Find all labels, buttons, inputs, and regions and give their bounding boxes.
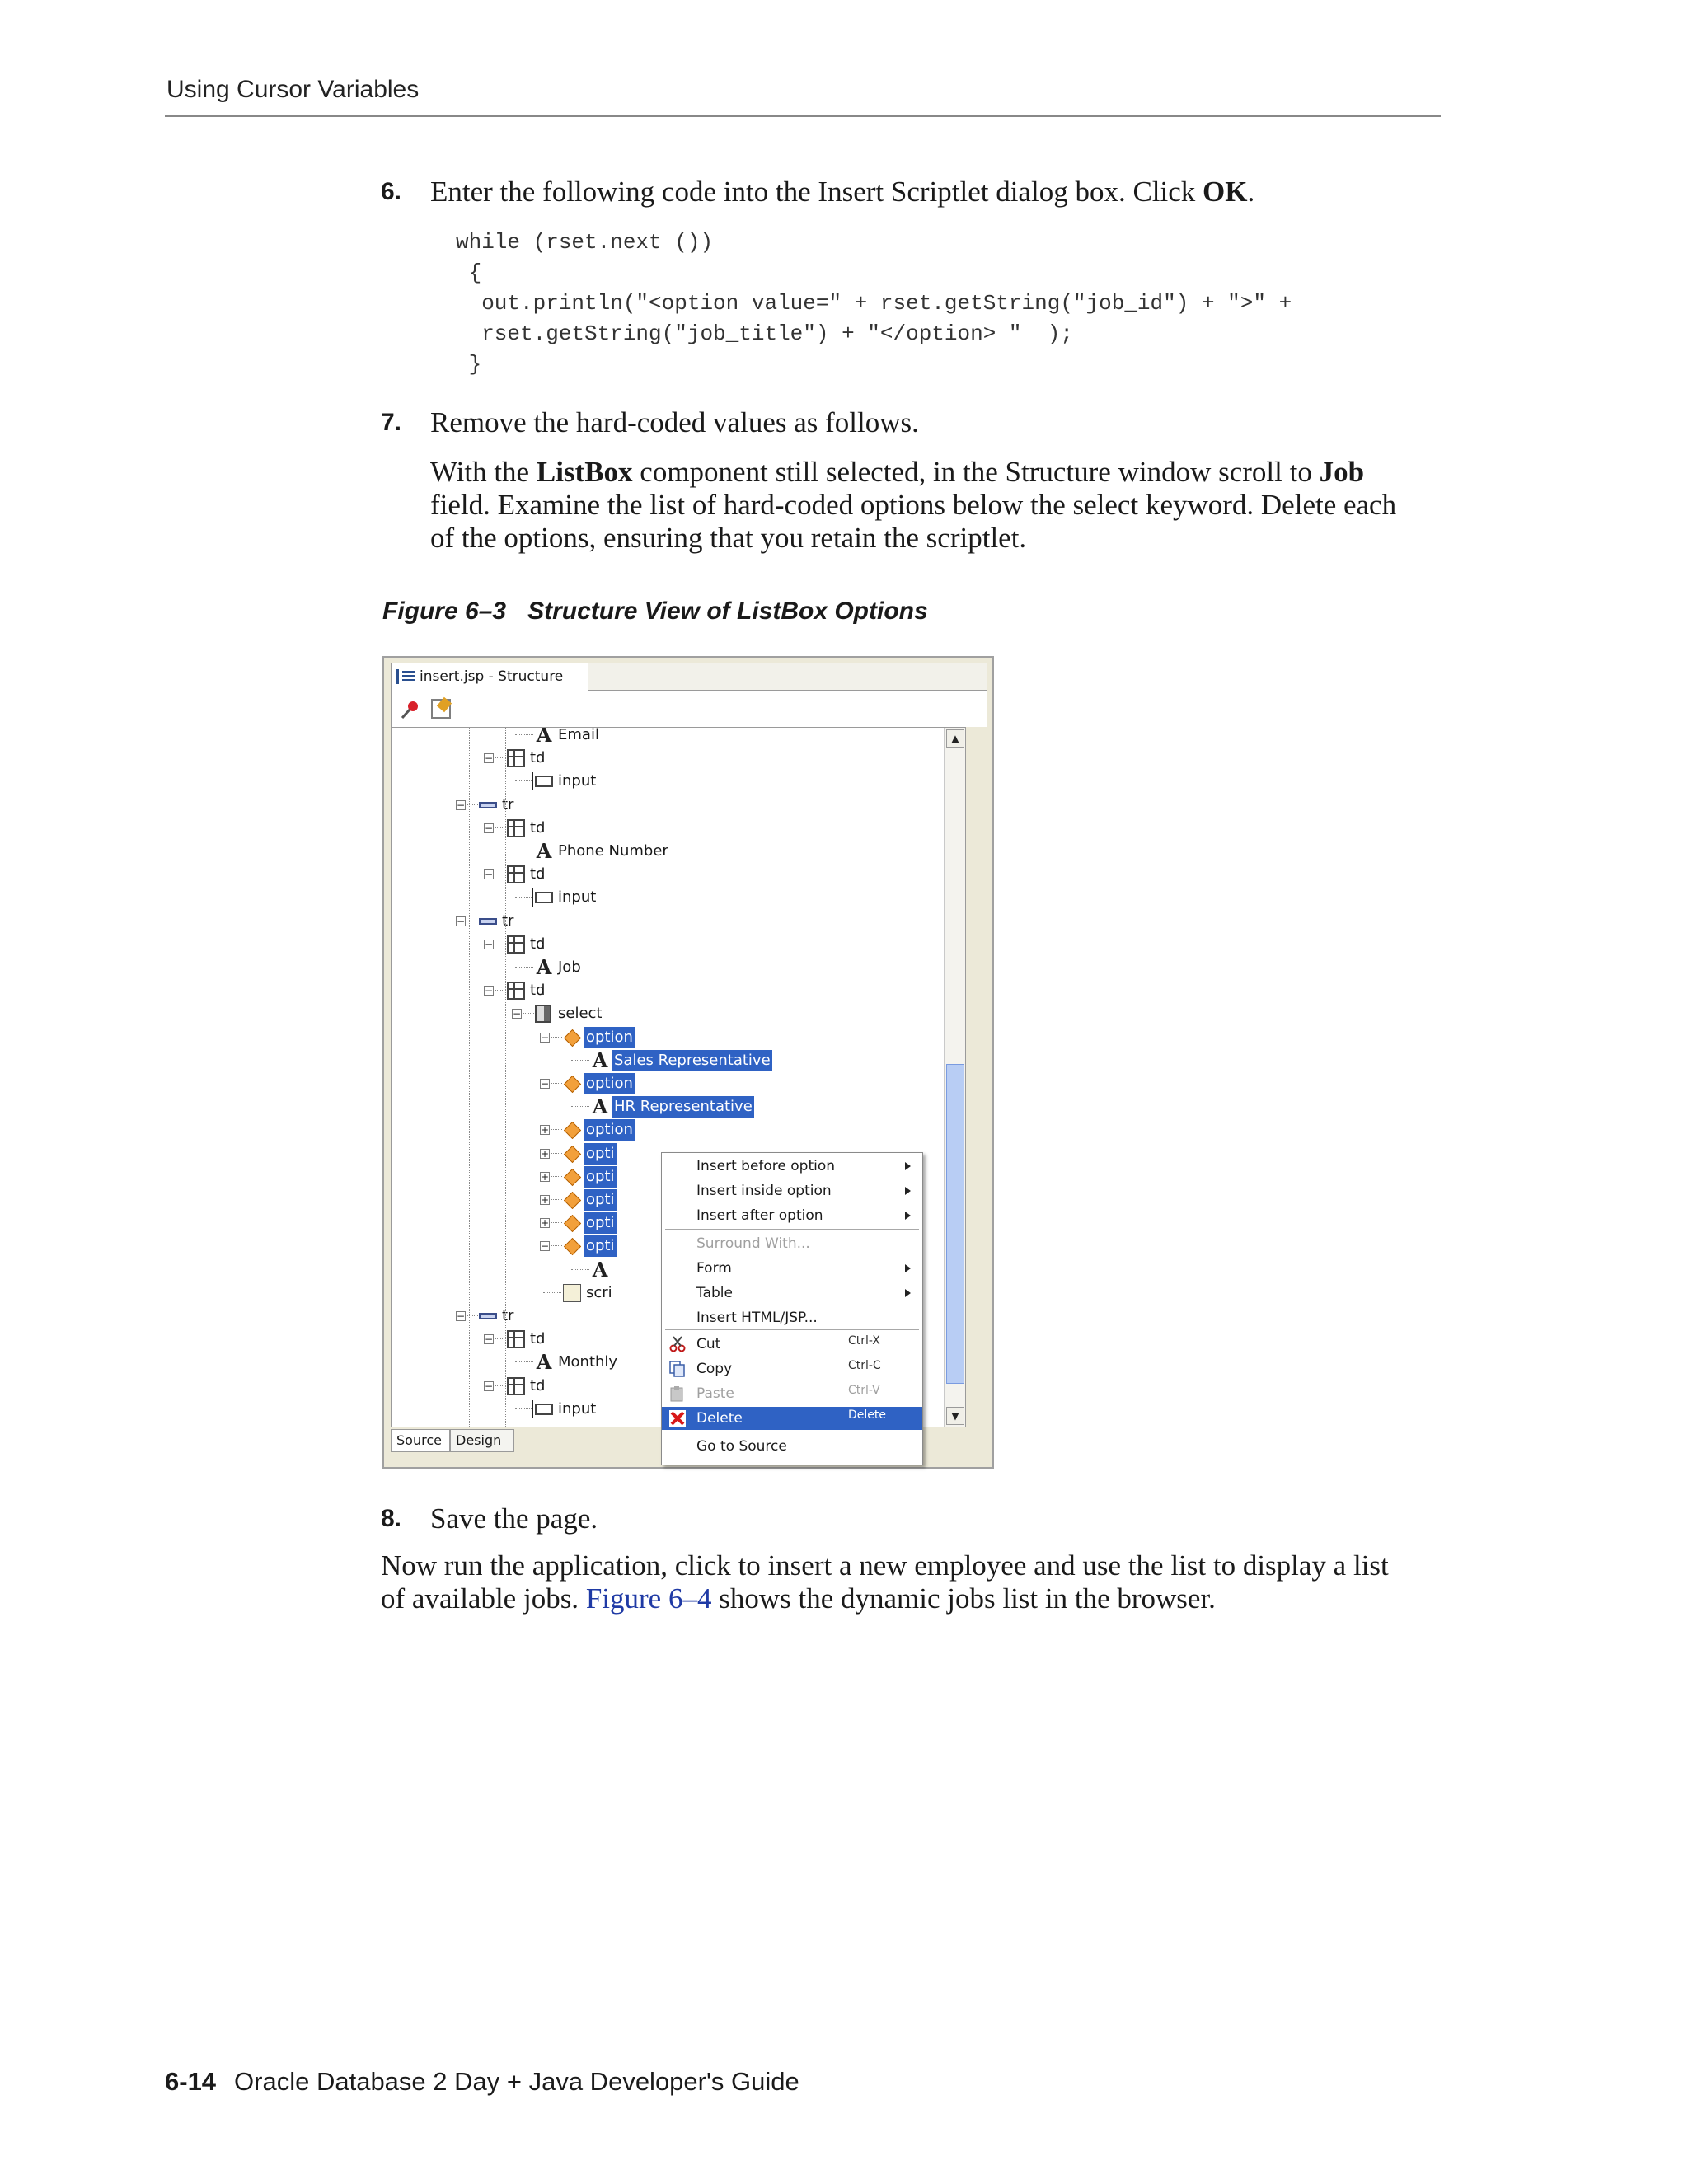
menu-item-go-to-source[interactable]: [662, 1435, 922, 1458]
submenu-arrow-icon: [905, 1264, 911, 1272]
tree-connector: [515, 734, 533, 735]
step-text-part: Enter the following code into the Insert Scriptlet dialog box. Click: [430, 176, 1203, 208]
collapse-icon[interactable]: −: [457, 915, 466, 927]
tree-connector: [495, 1338, 506, 1339]
select-list-icon: [535, 1005, 551, 1023]
tree-node-label: input: [558, 1399, 597, 1418]
tree-connector: [551, 1176, 562, 1177]
collapse-icon[interactable]: −: [541, 1240, 550, 1253]
figure-6-4-link[interactable]: Figure 6–4: [585, 1582, 712, 1615]
menu-item-label: Surround With...: [696, 1235, 810, 1252]
code-block: while (rset.next ()) { out.println("<option value=" + rset.getString("job_id") + ">" + rset.getString("job_title") + "</option> " ); }: [456, 230, 1292, 377]
tree-connector: [571, 1060, 589, 1061]
expand-icon[interactable]: +: [541, 1170, 550, 1183]
expand-icon[interactable]: +: [541, 1194, 550, 1206]
step-number: 8.: [381, 1505, 402, 1532]
step-number: 7.: [381, 409, 402, 436]
expand-icon[interactable]: +: [541, 1217, 550, 1230]
submenu-arrow-icon: [905, 1212, 911, 1220]
collapse-icon[interactable]: −: [541, 1078, 550, 1090]
collapse-icon[interactable]: −: [485, 985, 494, 997]
running-header: Using Cursor Variables: [166, 76, 420, 103]
tree-connector: [523, 1013, 534, 1014]
tree-node-label: opti: [584, 1235, 617, 1257]
option-diamond-icon: [563, 1121, 579, 1137]
text-a-icon: A: [536, 839, 552, 863]
collapse-icon[interactable]: −: [457, 799, 466, 811]
collapse-icon[interactable]: −: [485, 1380, 494, 1392]
scriptlet-icon: [563, 1284, 581, 1302]
expand-icon[interactable]: +: [541, 1147, 550, 1160]
submenu-arrow-icon: [905, 1162, 911, 1170]
tree-node-label: Email: [558, 727, 599, 743]
tree-connector: [515, 780, 533, 781]
tab-source[interactable]: Source: [391, 1429, 450, 1452]
closing-paragraph: [381, 1549, 1419, 1615]
menu-item-form[interactable]: [662, 1257, 922, 1280]
menu-separator: [665, 1329, 919, 1330]
tree-connector: [495, 827, 506, 828]
menu-item-label: Copy: [696, 1361, 733, 1377]
tree-node-label: td: [530, 818, 546, 837]
tree-node-label: select: [558, 1005, 603, 1023]
table-row-icon: [479, 1313, 497, 1319]
text-a-icon: A: [592, 1257, 608, 1282]
tree-node-label: opti: [584, 1212, 617, 1234]
menu-item-label: Table: [696, 1285, 733, 1301]
input-field-icon: [535, 776, 553, 787]
tree-node-label: HR Representative: [612, 1096, 754, 1118]
closing-text: shows the dynamic jobs list in the browser.: [711, 1582, 1216, 1615]
table-cell-icon: [507, 1377, 525, 1395]
table-row-icon: [479, 918, 497, 925]
tree-node-label: Job: [558, 958, 581, 976]
scroll-down-icon[interactable]: ▼: [946, 1407, 964, 1425]
tree-node-label: scri: [586, 1283, 612, 1301]
step-number: 6.: [381, 178, 402, 205]
menu-item-label: Insert HTML/JSP...: [696, 1310, 818, 1326]
table-cell-icon: [507, 982, 525, 1000]
ok-bold: OK: [1203, 176, 1248, 208]
tree-node-label: option: [584, 1119, 635, 1141]
vertical-scrollbar[interactable]: [944, 728, 965, 1427]
page-footer: [165, 2067, 799, 2097]
tree-node-label: option: [584, 1027, 635, 1048]
menu-item-label: Insert inside option: [696, 1183, 832, 1199]
menu-item-insert-before-option[interactable]: [662, 1155, 922, 1178]
para-bold: ListBox: [536, 456, 633, 488]
delete-x-icon: [668, 1410, 687, 1427]
collapse-icon[interactable]: −: [485, 822, 494, 834]
menu-item-insert-html-jsp[interactable]: [662, 1306, 922, 1329]
text-a-icon: A: [536, 1350, 552, 1375]
tab-strip: [588, 663, 987, 691]
tree-guide-line: [505, 728, 506, 1427]
menu-item-label: Insert after option: [696, 1207, 823, 1224]
text-a-icon: A: [592, 1094, 608, 1119]
structure-toolbar: [391, 691, 987, 727]
page-number: 6-14: [165, 2067, 217, 2096]
menu-item-table[interactable]: [662, 1282, 922, 1305]
menu-item-paste[interactable]: [662, 1382, 922, 1405]
tree-node-label: opti: [584, 1143, 617, 1165]
text-a-icon: A: [536, 955, 552, 979]
tree-node-label: option: [584, 1073, 635, 1094]
menu-item-label: Insert before option: [696, 1158, 836, 1174]
option-diamond-icon: [563, 1145, 579, 1161]
shortcut-label: Delete: [848, 1408, 886, 1422]
menu-item-insert-after-option[interactable]: [662, 1204, 922, 1227]
tree-node-label: opti: [584, 1189, 617, 1211]
step-text: Remove the hard-coded values as follows.: [430, 406, 919, 438]
paste-icon: [668, 1385, 687, 1402]
input-field-icon: [535, 892, 553, 903]
tree-guide-line: [469, 728, 470, 1427]
tree-connector: [543, 1292, 561, 1293]
collapse-icon[interactable]: −: [513, 1008, 522, 1020]
tree-node-label: td: [530, 865, 546, 883]
scissors-icon: [668, 1336, 687, 1352]
expand-icon[interactable]: +: [541, 1124, 550, 1137]
scroll-thumb[interactable]: [946, 1064, 964, 1384]
tree-connector: [551, 1037, 562, 1038]
collapse-icon[interactable]: −: [541, 1031, 550, 1043]
menu-item-cut[interactable]: [662, 1333, 922, 1356]
book-title: Oracle Database 2 Day + Java Developer's Guide: [234, 2067, 799, 2096]
text-a-icon: A: [536, 727, 552, 747]
tree-connector: [551, 1083, 562, 1084]
tree-connector: [515, 967, 533, 968]
tree-connector: [495, 1385, 506, 1386]
option-diamond-icon: [563, 1075, 579, 1091]
tree-node-label: input: [558, 772, 597, 790]
option-diamond-icon: [563, 1029, 579, 1045]
tree-connector: [495, 757, 506, 758]
para-bold: Job: [1319, 456, 1365, 488]
collapse-icon[interactable]: −: [457, 1310, 466, 1322]
tree-node-label: tr: [502, 912, 514, 930]
scroll-up-icon[interactable]: ▲: [946, 729, 964, 748]
step-text-end: .: [1247, 176, 1255, 208]
tree-node-label: tr: [502, 1307, 514, 1324]
pin-icon[interactable]: [400, 699, 421, 720]
edit-icon[interactable]: [431, 699, 451, 719]
tree-connector: [551, 1245, 562, 1246]
step-7-paragraph: [430, 456, 1419, 555]
tree-connector: [571, 1269, 589, 1270]
collapse-icon[interactable]: −: [485, 938, 494, 950]
tree-connector: [571, 1106, 589, 1107]
tree-node-label: td: [530, 1330, 546, 1348]
window-tab-label: insert.jsp - Structure: [420, 668, 564, 685]
menu-item-delete[interactable]: [662, 1407, 922, 1430]
menu-item-label: Cut: [696, 1336, 721, 1352]
tree-connector: [551, 1199, 562, 1200]
menu-item-label: Go to Source: [696, 1438, 787, 1455]
figure-label: Figure 6–3: [382, 598, 507, 625]
step-text: Save the page.: [430, 1502, 598, 1535]
option-diamond-icon: [563, 1214, 579, 1230]
figure-caption: [382, 598, 928, 626]
shortcut-label: Ctrl-C: [848, 1359, 881, 1372]
table-cell-icon: [507, 1330, 525, 1348]
menu-item-insert-inside-option[interactable]: [662, 1179, 922, 1202]
text-a-icon: A: [592, 1047, 608, 1072]
tree-connector: [495, 990, 506, 991]
tree-node-label: td: [530, 935, 546, 953]
tree-connector: [515, 1361, 533, 1362]
option-diamond-icon: [563, 1237, 579, 1254]
tree-node-label: td: [530, 982, 546, 1000]
option-diamond-icon: [563, 1168, 579, 1184]
collapse-icon[interactable]: −: [485, 869, 494, 881]
closing-text: Now run the application, click to insert a new employee and use the list to display a list of available jobs.: [381, 1549, 1389, 1615]
submenu-arrow-icon: [905, 1289, 911, 1297]
tree-node-label: tr: [502, 795, 514, 813]
step-text: [430, 175, 1419, 209]
shortcut-label: Ctrl-V: [848, 1384, 880, 1397]
header-rule: [165, 115, 1441, 117]
para-part: component still selected, in the Structure window scroll to: [632, 456, 1320, 488]
tree-node-label: Phone Number: [558, 842, 668, 860]
table-cell-icon: [507, 819, 525, 837]
table-cell-icon: [507, 935, 525, 954]
figure-title: Structure View of ListBox Options: [528, 598, 928, 625]
table-row-icon: [479, 802, 497, 808]
table-cell-icon: [507, 865, 525, 883]
structure-window-screenshot: [382, 656, 994, 1469]
menu-separator: [665, 1229, 919, 1230]
collapse-icon[interactable]: −: [485, 752, 494, 765]
shortcut-label: Ctrl-X: [848, 1334, 880, 1347]
menu-item-copy[interactable]: [662, 1357, 922, 1380]
submenu-arrow-icon: [905, 1187, 911, 1195]
menu-item-label: Paste: [696, 1385, 734, 1402]
input-field-icon: [535, 1404, 553, 1415]
para-part: With the: [430, 456, 537, 488]
window-tab[interactable]: [391, 663, 588, 691]
tree-node-label: td: [530, 1376, 546, 1394]
copy-icon: [668, 1361, 687, 1377]
tree-connector: [551, 1153, 562, 1154]
collapse-icon[interactable]: −: [485, 1333, 494, 1346]
menu-item-label: Form: [696, 1260, 732, 1277]
tab-design[interactable]: Design: [450, 1429, 514, 1452]
para-part: field. Examine the list of hard-coded options below the select keyword. Delete each of the options, ensuring that you retain the scriptlet.: [430, 489, 1397, 554]
tree-node-label: Monthly: [558, 1353, 618, 1371]
tree-connector: [515, 897, 533, 898]
table-cell-icon: [507, 749, 525, 767]
tree-node-label: input: [558, 888, 597, 907]
structure-icon: [396, 669, 415, 684]
tree-connector: [515, 1408, 533, 1409]
menu-item-surround-with[interactable]: [662, 1232, 922, 1255]
tree-connector: [551, 1129, 562, 1130]
tree-node-label: Sales Representative: [612, 1050, 772, 1071]
tree-connector: [551, 1222, 562, 1223]
context-menu: [661, 1152, 923, 1465]
menu-item-label: Delete: [696, 1410, 743, 1427]
tree-node-label: opti: [584, 1166, 617, 1188]
option-diamond-icon: [563, 1191, 579, 1207]
tree-node-label: td: [530, 749, 546, 767]
